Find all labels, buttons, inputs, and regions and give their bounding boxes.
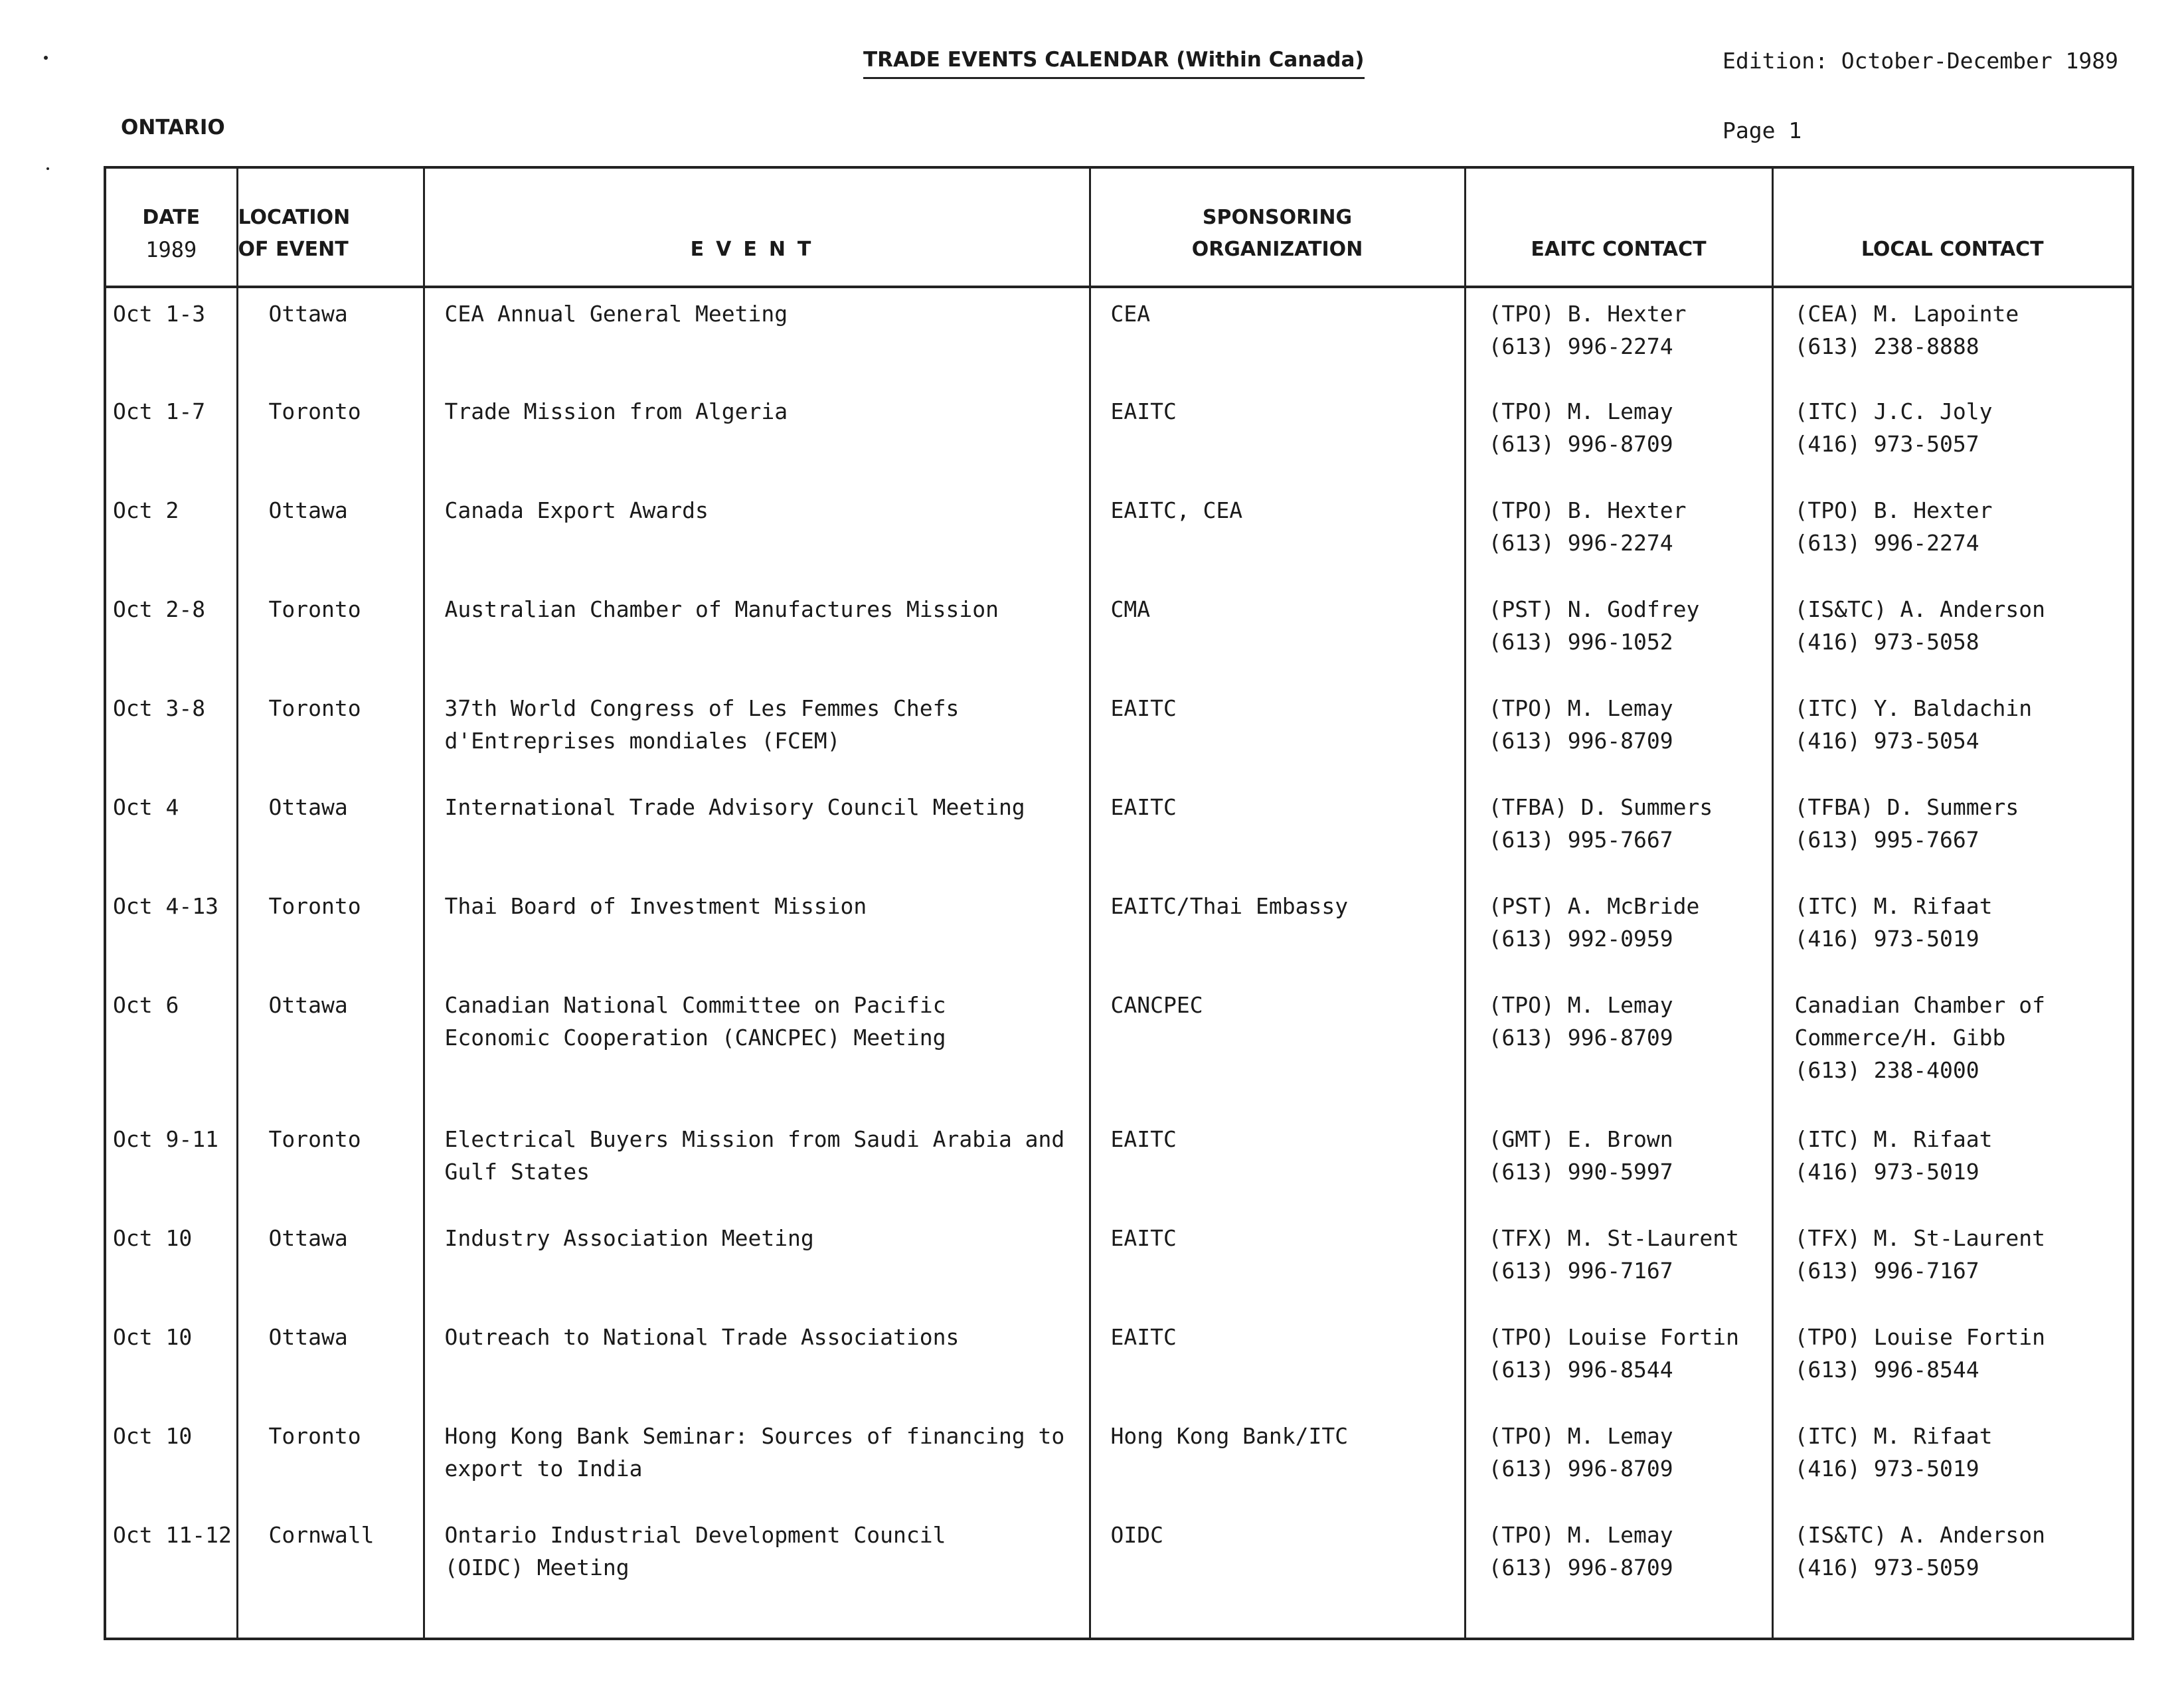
event-date: Oct 2 bbox=[105, 485, 237, 584]
event-name: CEA Annual General Meeting bbox=[424, 287, 1090, 386]
org-header-line1: SPONSORING bbox=[1202, 206, 1353, 229]
sponsoring-organization: CEA bbox=[1090, 287, 1465, 386]
table-header-row bbox=[105, 167, 2133, 287]
eaitc-contact: (TFBA) D. Summers (613) 995-7667 bbox=[1465, 782, 1772, 881]
sponsoring-organization: EAITC, CEA bbox=[1090, 485, 1465, 584]
event-location: Ottawa bbox=[237, 485, 424, 584]
sponsoring-organization: EAITC bbox=[1090, 386, 1465, 485]
eaitc-contact: (TPO) B. Hexter (613) 996-2274 bbox=[1465, 485, 1772, 584]
sponsoring-organization: EAITC bbox=[1090, 1311, 1465, 1410]
event-name: Thai Board of Investment Mission bbox=[424, 881, 1090, 979]
sponsoring-organization: EAITC bbox=[1090, 683, 1465, 782]
event-date: Oct 1-7 bbox=[105, 386, 237, 485]
event-location: Cornwall bbox=[237, 1509, 424, 1639]
sponsoring-organization: CMA bbox=[1090, 584, 1465, 683]
location-header-line1: LOCATION bbox=[238, 206, 351, 229]
date-header-year: 1989 bbox=[145, 237, 197, 262]
margin-dot bbox=[46, 167, 49, 170]
event-date: Oct 9-11 bbox=[105, 1114, 237, 1213]
page-number: Page 1 bbox=[1722, 118, 1802, 143]
local-contact: (ITC) J.C. Joly (416) 973-5057 bbox=[1772, 386, 2133, 485]
document-title: TRADE EVENTS CALENDAR (Within Canada) bbox=[863, 48, 1365, 79]
table-row bbox=[105, 683, 2133, 782]
event-location: Toronto bbox=[237, 1410, 424, 1509]
event-date: Oct 1-3 bbox=[105, 287, 237, 386]
event-name: Outreach to National Trade Associations bbox=[424, 1311, 1090, 1410]
sponsoring-organization: EAITC bbox=[1090, 782, 1465, 881]
local-contact: (IS&TC) A. Anderson (416) 973-5058 bbox=[1772, 584, 2133, 683]
eaitc-contact: (TPO) Louise Fortin (613) 996-8544 bbox=[1465, 1311, 1772, 1410]
table-row bbox=[105, 584, 2133, 683]
table-row bbox=[105, 485, 2133, 584]
edition-label: Edition: October-December 1989 bbox=[1722, 48, 2119, 74]
table-row bbox=[105, 782, 2133, 881]
event-name: Ontario Industrial Development Council (OIDC) Meeting bbox=[424, 1509, 1090, 1639]
local-contact: (ITC) M. Rifaat (416) 973-5019 bbox=[1772, 881, 2133, 979]
event-location: Toronto bbox=[237, 881, 424, 979]
sponsoring-organization: Hong Kong Bank/ITC bbox=[1090, 1410, 1465, 1509]
column-header-event: EVENT bbox=[424, 167, 1090, 287]
eaitc-contact: (TPO) B. Hexter (613) 996-2274 bbox=[1465, 287, 1772, 386]
event-location: Toronto bbox=[237, 386, 424, 485]
sponsoring-organization: EAITC bbox=[1090, 1114, 1465, 1213]
table-row bbox=[105, 979, 2133, 1114]
event-date: Oct 4-13 bbox=[105, 881, 237, 979]
event-name: Canadian National Committee on Pacific Economic Cooperation (CANCPEC) Meeting bbox=[424, 979, 1090, 1114]
date-header-label: DATE bbox=[142, 206, 201, 229]
event-name: Canada Export Awards bbox=[424, 485, 1090, 584]
eaitc-contact: (PST) N. Godfrey (613) 996-1052 bbox=[1465, 584, 1772, 683]
event-name: Trade Mission from Algeria bbox=[424, 386, 1090, 485]
local-contact: (ITC) Y. Baldachin (416) 973-5054 bbox=[1772, 683, 2133, 782]
local-contact: (TFX) M. St-Laurent (613) 996-7167 bbox=[1772, 1213, 2133, 1311]
column-header-organization bbox=[1090, 167, 1465, 287]
event-date: Oct 3-8 bbox=[105, 683, 237, 782]
eaitc-contact: (TPO) M. Lemay (613) 996-8709 bbox=[1465, 979, 1772, 1114]
event-location: Ottawa bbox=[237, 782, 424, 881]
event-location: Ottawa bbox=[237, 1311, 424, 1410]
eaitc-contact: (PST) A. McBride (613) 992-0959 bbox=[1465, 881, 1772, 979]
event-date: Oct 6 bbox=[105, 979, 237, 1114]
table-row bbox=[105, 1213, 2133, 1311]
province-heading: ONTARIO bbox=[121, 116, 225, 139]
event-name: Hong Kong Bank Seminar: Sources of financing to export to India bbox=[424, 1410, 1090, 1509]
column-header-eaitc-contact: EAITC CONTACT bbox=[1465, 167, 1772, 287]
event-date: Oct 11-12 bbox=[105, 1509, 237, 1639]
event-date: Oct 10 bbox=[105, 1213, 237, 1311]
event-name: Industry Association Meeting bbox=[424, 1213, 1090, 1311]
eaitc-contact: (TPO) M. Lemay (613) 996-8709 bbox=[1465, 1410, 1772, 1509]
events-table bbox=[104, 166, 2134, 1640]
event-location: Toronto bbox=[237, 1114, 424, 1213]
local-contact: (TPO) B. Hexter (613) 996-2274 bbox=[1772, 485, 2133, 584]
local-contact: (TPO) Louise Fortin (613) 996-8544 bbox=[1772, 1311, 2133, 1410]
eaitc-contact: (TPO) M. Lemay (613) 996-8709 bbox=[1465, 386, 1772, 485]
event-name: International Trade Advisory Council Meeting bbox=[424, 782, 1090, 881]
event-location: Toronto bbox=[237, 683, 424, 782]
event-name: Australian Chamber of Manufactures Mission bbox=[424, 584, 1090, 683]
local-contact: (CEA) M. Lapointe (613) 238-8888 bbox=[1772, 287, 2133, 386]
table-row bbox=[105, 1410, 2133, 1509]
sponsoring-organization: OIDC bbox=[1090, 1509, 1465, 1639]
table-row bbox=[105, 1114, 2133, 1213]
event-location: Ottawa bbox=[237, 1213, 424, 1311]
org-header-line2: ORGANIZATION bbox=[1191, 238, 1363, 261]
local-contact: (ITC) M. Rifaat (416) 973-5019 bbox=[1772, 1114, 2133, 1213]
event-date: Oct 2-8 bbox=[105, 584, 237, 683]
local-contact: Canadian Chamber of Commerce/H. Gibb (613) 238-4000 bbox=[1772, 979, 2133, 1114]
sponsoring-organization: EAITC bbox=[1090, 1213, 1465, 1311]
column-header-date bbox=[105, 167, 237, 287]
local-contact: (IS&TC) A. Anderson (416) 973-5059 bbox=[1772, 1509, 2133, 1639]
event-name: 37th World Congress of Les Femmes Chefs d'Entreprises mondiales (FCEM) bbox=[424, 683, 1090, 782]
event-location: Toronto bbox=[237, 584, 424, 683]
sponsoring-organization: CANCPEC bbox=[1090, 979, 1465, 1114]
event-name: Electrical Buyers Mission from Saudi Arabia and Gulf States bbox=[424, 1114, 1090, 1213]
table-row bbox=[105, 881, 2133, 979]
local-contact: (ITC) M. Rifaat (416) 973-5019 bbox=[1772, 1410, 2133, 1509]
eaitc-contact: (TPO) M. Lemay (613) 996-8709 bbox=[1465, 683, 1772, 782]
sponsoring-organization: EAITC/Thai Embassy bbox=[1090, 881, 1465, 979]
event-location: Ottawa bbox=[237, 287, 424, 386]
event-date: Oct 4 bbox=[105, 782, 237, 881]
event-location: Ottawa bbox=[237, 979, 424, 1114]
local-contact: (TFBA) D. Summers (613) 995-7667 bbox=[1772, 782, 2133, 881]
table-row bbox=[105, 1311, 2133, 1410]
table-row bbox=[105, 287, 2133, 386]
table-row bbox=[105, 386, 2133, 485]
column-header-location bbox=[237, 167, 424, 287]
event-date: Oct 10 bbox=[105, 1410, 237, 1509]
event-date: Oct 10 bbox=[105, 1311, 237, 1410]
eaitc-contact: (TFX) M. St-Laurent (613) 996-7167 bbox=[1465, 1213, 1772, 1311]
column-header-local-contact: LOCAL CONTACT bbox=[1772, 167, 2133, 287]
eaitc-contact: (GMT) E. Brown (613) 990-5997 bbox=[1465, 1114, 1772, 1213]
location-header-line2: OF EVENT bbox=[238, 238, 349, 261]
eaitc-contact: (TPO) M. Lemay (613) 996-8709 bbox=[1465, 1509, 1772, 1639]
table-row bbox=[105, 1509, 2133, 1639]
margin-dot bbox=[44, 56, 48, 60]
